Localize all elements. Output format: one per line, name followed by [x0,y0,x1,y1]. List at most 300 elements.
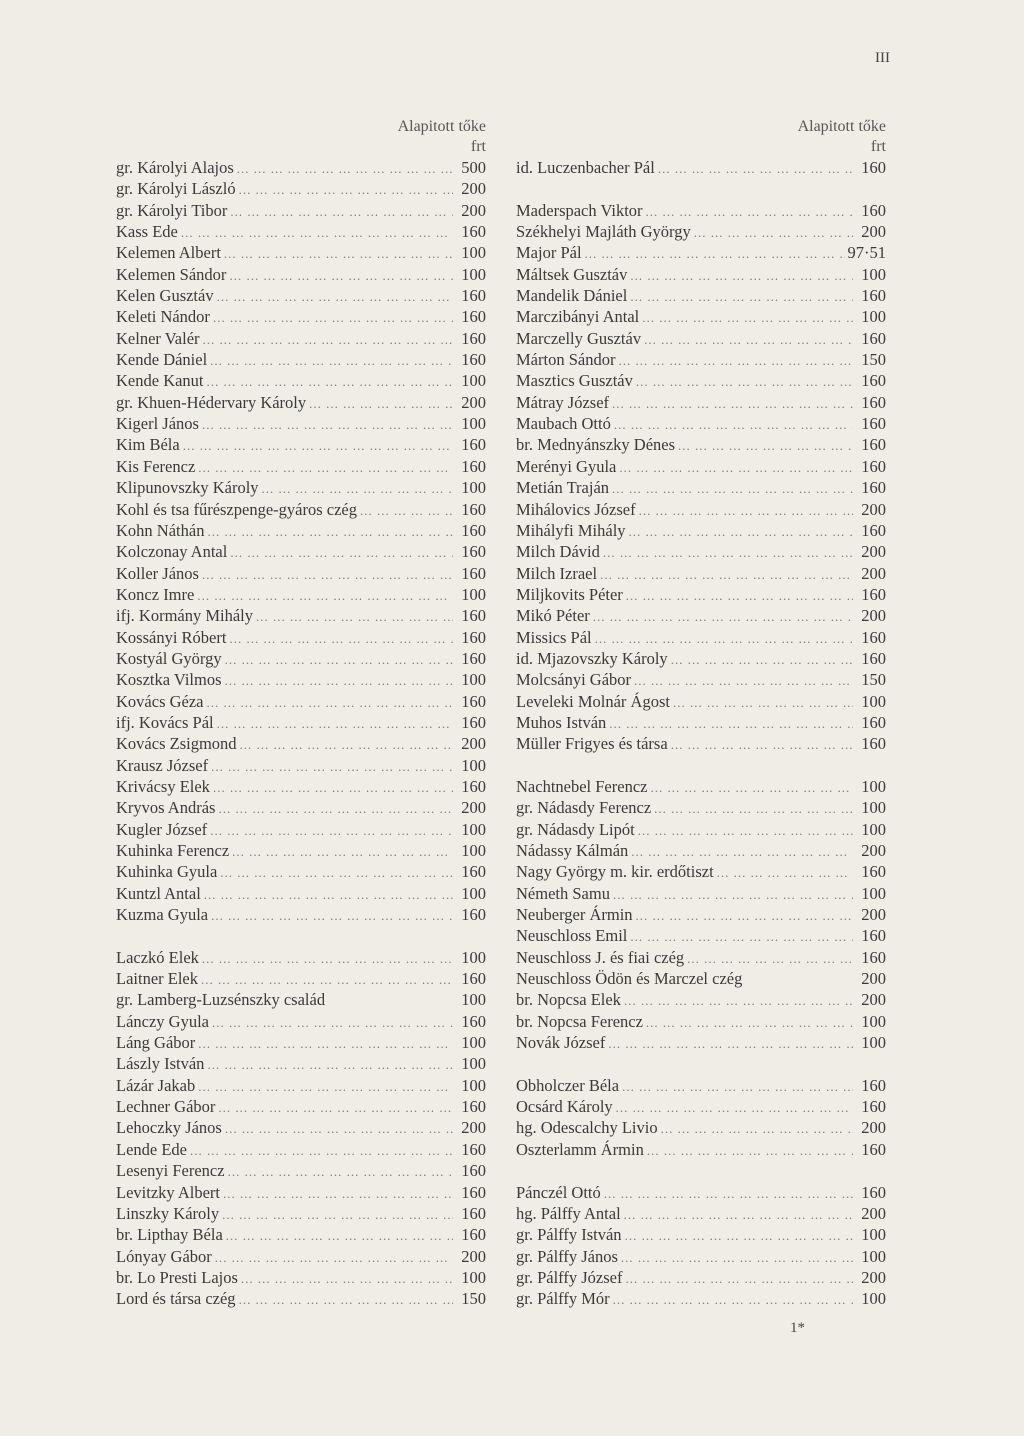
leader-dots [658,158,853,179]
donor-name: Máltsek Gusztáv [516,264,628,284]
capital-amount: 200 [861,1267,886,1287]
donor-name: Kass Ede [116,222,178,242]
leader-dots [207,521,453,542]
capital-amount: 100 [461,264,486,284]
capital-amount: 160 [861,435,886,455]
list-item [116,520,486,541]
list-item [116,563,486,584]
donor-name: Maderspach Viktor [516,200,643,220]
donor-name: Klipunovszky Károly [116,478,259,498]
leader-dots [220,862,453,883]
leader-dots [621,1247,853,1268]
donor-name: Kryvos András [116,798,216,818]
leader-dots [197,585,453,606]
donor-name: Mátray József [516,392,610,412]
capital-amount: 160 [461,969,486,989]
capital-amount: 100 [461,883,486,903]
capital-amount: 200 [461,200,486,220]
capital-amount: 100 [861,1225,886,1245]
list-item [116,477,486,498]
capital-amount: 100 [461,947,486,967]
donor-name: Kigerl János [116,414,199,434]
capital-amount: 160 [461,691,486,711]
capital-amount: 200 [861,969,886,989]
donor-name: Metián Traján [516,478,610,498]
capital-amount: 100 [461,1075,486,1095]
list-item [116,904,486,925]
leader-dots [626,585,853,606]
capital-amount: 160 [861,1097,886,1117]
donor-name: Mihályfi Mihály [516,520,626,540]
leader-dots [585,243,845,264]
capital-amount: 160 [861,862,886,882]
capital-amount: 100 [461,371,486,391]
list-item [516,1011,886,1032]
capital-amount: 160 [461,456,486,476]
column-header-title: Alapitott tőke [797,118,886,135]
donor-name: Obholczer Béla [516,1075,620,1095]
donor-name: gr. Károlyi Tibor [116,200,228,220]
list-item [116,819,486,840]
leader-dots [212,1012,453,1033]
list-item [516,605,886,626]
donor-name: Maubach Ottó [516,414,611,434]
donor-name: Koller János [116,563,199,583]
donor-name: gr. Pálffy János [516,1246,618,1266]
leader-dots [225,1118,453,1139]
leader-dots [654,798,853,819]
capital-amount: 160 [461,286,486,306]
list-item [116,434,486,455]
list-item [516,242,886,263]
donor-name: gr. Khuen-Hédervary Károly [116,392,307,412]
list-item [116,584,486,605]
list-item [516,1117,886,1138]
donor-name: Lászly István [116,1054,205,1074]
donor-name: Kovács Zsigmond [116,734,237,754]
capital-amount: 150 [861,670,886,690]
list-item [516,883,886,904]
list-item [116,627,486,648]
donor-name: Kelemen Albert [116,243,221,263]
left-rows [116,157,486,1310]
capital-amount: 100 [461,819,486,839]
capital-amount: 100 [861,883,886,903]
column-header-unit: frt [870,138,886,155]
capital-amount: 160 [461,328,486,348]
list-item [116,1032,486,1053]
capital-amount: 200 [861,606,886,626]
donor-name: Kim Béla [116,435,180,455]
donor-name: Neuschloss Emil [516,926,628,946]
leader-dots [239,179,453,200]
capital-amount: 160 [861,1182,886,1202]
list-item [516,563,886,584]
leader-dots [232,841,453,862]
donor-name: Leveleki Molnár Ágost [516,691,670,711]
donor-name: Muhos István [516,712,607,732]
capital-amount: 160 [461,542,486,562]
list-item [116,200,486,221]
list-item [516,221,886,242]
leader-dots [639,500,853,521]
leader-dots [218,798,453,819]
list-item [516,797,886,818]
donor-name: Krivácsy Elek [116,776,210,796]
capital-amount: 160 [461,520,486,540]
capital-amount: 100 [861,1246,886,1266]
donor-name: Linszky Károly [116,1203,220,1223]
list-item [516,947,886,968]
capital-amount: 160 [861,414,886,434]
list-item [516,413,886,434]
donor-name: Kelner Valér [116,328,200,348]
list-item [116,1053,486,1074]
donor-name: Pánczél Ottó [516,1182,601,1202]
donor-name: Kende Dániel [116,350,208,370]
leader-dots [642,307,853,328]
capital-amount: 100 [861,1033,886,1053]
list-item [516,904,886,925]
capital-amount: 160 [461,1139,486,1159]
leader-dots [229,265,453,286]
capital-amount: 200 [861,990,886,1010]
capital-amount: 160 [461,1225,486,1245]
capital-amount: 100 [861,798,886,818]
leader-dots [631,841,853,862]
list-item [116,1139,486,1160]
leader-dots [593,606,853,627]
leader-dots [603,542,853,563]
donor-name: Novák József [516,1033,606,1053]
list-item [516,776,886,797]
capital-amount: 160 [461,499,486,519]
leader-dots [629,521,853,542]
list-item [116,776,486,797]
donor-name: Neuberger Ármin [516,905,633,925]
capital-amount: 100 [861,691,886,711]
donor-name: gr. Károlyi Alajos [116,158,234,177]
leader-dots [225,670,454,691]
leader-dots [673,692,853,713]
donor-name: gr. Pálffy József [516,1267,623,1287]
capital-amount: 100 [461,670,486,690]
leader-dots [198,1076,453,1097]
donor-name: Ocsárd Károly [516,1097,613,1117]
capital-amount: 160 [461,435,486,455]
donor-name: Milch Izrael [516,563,598,583]
donor-name: br. Mednyánszky Dénes [516,435,676,455]
donor-name: Lehoczky János [116,1118,222,1138]
leader-dots [634,670,853,691]
donor-name: Kostyál György [116,648,222,668]
list-item [516,1224,886,1245]
list-item [516,456,886,477]
list-item [116,840,486,861]
list-item [516,1267,886,1288]
list-item [116,691,486,712]
donor-name: hg. Pálffy Antal [516,1203,621,1223]
capital-amount: 100 [861,776,886,796]
column-header [516,117,886,157]
column-header-title: Alapitott tőke [397,118,486,135]
donor-name: Krausz József [116,755,209,775]
right-rows [516,157,886,1310]
footer-signature-mark: 1* [790,1320,805,1336]
list-item [516,157,886,178]
leader-dots [223,1183,453,1204]
capital-amount: 160 [461,648,486,668]
donor-name: Neuschloss Ödön és Marczel czég [516,969,743,989]
capital-amount: 100 [461,755,486,775]
leader-dots [613,884,853,905]
capital-amount: 100 [461,478,486,498]
list-item [516,968,886,989]
donor-name: Márton Sándor [516,350,616,370]
list-item [116,648,486,669]
capital-amount: 200 [861,222,886,242]
list-item [116,456,486,477]
list-item [516,1032,886,1053]
donor-name: Kende Kanut [116,371,204,391]
donor-name: ifj. Kovács Pál [116,712,214,732]
leader-dots [256,606,453,627]
donor-name: gr. Pálffy Mór [516,1289,610,1309]
list-item [116,264,486,285]
leader-dots [202,414,453,435]
capital-amount: 200 [461,392,486,412]
donor-name: Laitner Elek [116,969,199,989]
list-item [116,1011,486,1032]
donor-name: Lánczy Gyula [116,1011,209,1031]
column-header [116,117,486,157]
donor-name: Missics Pál [516,627,592,647]
capital-amount: 160 [861,627,886,647]
capital-amount: 160 [461,1182,486,1202]
donor-name: br. Nopcsa Elek [516,990,621,1010]
capital-amount: 160 [461,627,486,647]
leader-dots [204,884,453,905]
section-gap [116,925,486,946]
leader-dots [613,1289,853,1310]
capital-amount: 160 [461,350,486,370]
list-item [516,520,886,541]
capital-amount: 160 [861,328,886,348]
donor-name: br. Lo Presti Lajos [116,1267,238,1287]
list-item [116,755,486,776]
list-item [516,200,886,221]
leader-dots [190,1140,453,1161]
leader-dots [207,371,453,392]
capital-amount: 100 [461,1033,486,1053]
list-item [516,925,886,946]
list-item [116,968,486,989]
capital-amount: 160 [861,158,886,177]
leader-dots [609,713,853,734]
list-item [116,541,486,562]
donor-name: Székhelyi Majláth György [516,222,691,242]
capital-amount: 200 [861,499,886,519]
donor-name: Kuntzl Antal [116,883,201,903]
capital-amount: 160 [861,947,886,967]
list-item [116,733,486,754]
donor-name: br. Lipthay Béla [116,1225,223,1245]
leader-dots [612,393,853,414]
leader-dots [630,926,853,947]
leader-dots [661,1118,853,1139]
leader-dots [181,222,453,243]
capital-amount: 100 [861,264,886,284]
list-item [516,264,886,285]
list-item [516,691,886,712]
section-gap [516,1160,886,1181]
page-number: III [875,50,890,66]
donor-name: Kuhinka Gyula [116,862,218,882]
donor-name: Lónyay Gábor [116,1246,212,1266]
donor-name: hg. Odescalchy Livio [516,1118,658,1138]
capital-amount: 160 [861,286,886,306]
donor-name: Kohl és tsa fűrészpenge-gyáros czég [116,499,357,519]
capital-amount: 160 [861,648,886,668]
capital-amount: 160 [861,1075,886,1095]
list-item [516,477,886,498]
list-item [516,989,886,1010]
capital-amount: 100 [861,307,886,327]
leader-dots [630,286,853,307]
leader-dots [211,756,453,777]
capital-amount: 100 [461,1054,486,1074]
donor-name: Németh Samu [516,883,610,903]
list-item [516,627,886,648]
capital-amount: 200 [461,1246,486,1266]
capital-amount: 200 [861,1118,886,1138]
list-item [516,1075,886,1096]
capital-amount: 160 [861,456,886,476]
donor-name: gr. Károlyi László [116,179,236,199]
donor-name: Neuschloss J. és fiai czég [516,947,685,967]
donor-name: Lord és társa czég [116,1289,236,1309]
donor-name: Kohn Náthán [116,520,205,540]
leader-dots [198,457,453,478]
donor-name: Láng Gábor [116,1033,196,1053]
list-item [516,1139,886,1160]
capital-amount: 100 [861,1011,886,1031]
capital-amount: 160 [861,200,886,220]
leader-dots [618,350,853,371]
donor-name: Nádassy Kálmán [516,841,629,860]
leader-dots [262,478,453,499]
leader-dots [604,1183,853,1204]
capital-amount: 160 [861,371,886,391]
leader-dots [625,1268,853,1289]
list-item [516,1096,886,1117]
list-item [516,306,886,327]
leader-dots [309,393,453,414]
leader-dots [630,265,853,286]
leader-dots [218,1097,453,1118]
capital-amount: 160 [461,563,486,583]
list-item [116,989,486,1010]
leader-dots [625,1225,853,1246]
list-item [516,349,886,370]
donor-name: Mikó Péter [516,606,590,626]
donor-name: Kosztka Vilmos [116,670,222,690]
leader-dots [222,1204,453,1225]
capital-amount: 500 [461,158,486,177]
capital-amount: 100 [461,990,486,1010]
donor-name: Kolczonay Antal [116,542,228,562]
capital-amount: 200 [461,179,486,199]
capital-amount: 160 [861,392,886,412]
donor-name: Laczkó Elek [116,947,199,967]
capital-amount: 160 [461,1011,486,1031]
leader-dots [360,500,453,521]
list-item [116,413,486,434]
leader-dots [207,692,454,713]
leader-dots [215,1247,453,1268]
list-item [516,285,886,306]
capital-amount: 160 [461,862,486,882]
donor-name: ifj. Kormány Mihály [116,606,254,626]
list-item [116,370,486,391]
leader-dots [201,969,453,990]
donor-name: gr. Pálffy István [516,1225,622,1245]
capital-amount: 160 [861,712,886,732]
leader-dots [237,158,453,179]
leader-dots [207,1054,453,1075]
list-item [516,712,886,733]
right-column [516,117,886,1310]
capital-amount: 200 [861,563,886,583]
list-item [116,797,486,818]
list-item [516,541,886,562]
capital-amount: 160 [461,222,486,242]
capital-amount: 160 [861,734,886,754]
donor-name: id. Mjazovszky Károly [516,648,668,668]
list-item [116,349,486,370]
leader-dots [644,329,853,350]
leader-dots [600,564,853,585]
donor-name: Miljkovits Péter [516,584,623,604]
leader-dots [202,564,453,585]
capital-amount: 160 [861,1139,886,1159]
leader-dots [694,222,853,243]
donor-name: id. Luczenbacher Pál [516,158,655,177]
capital-amount: 100 [861,819,886,839]
list-item [116,1267,486,1288]
donor-name: Mihálovics József [516,499,636,519]
donor-name: gr. Lamberg-Luzsénszky család [116,990,326,1010]
donor-name: gr. Nádasdy Lipót [516,819,635,839]
donor-name: Lende Ede [116,1139,188,1159]
leader-dots [213,777,453,798]
list-item [116,1246,486,1267]
donor-name: Lechner Gábor [116,1097,216,1117]
donor-name: Kuhinka Ferencz [116,841,230,860]
leader-dots [211,905,453,926]
capital-amount: 160 [861,926,886,946]
leader-dots [616,1097,853,1118]
leader-dots [183,435,453,456]
column-header-unit: frt [470,138,486,155]
list-item [116,285,486,306]
list-item [516,1203,886,1224]
capital-amount: 97·51 [847,243,886,263]
leader-dots [230,542,453,563]
leader-dots [646,1012,853,1033]
leader-dots [210,350,453,371]
list-item [116,1224,486,1245]
